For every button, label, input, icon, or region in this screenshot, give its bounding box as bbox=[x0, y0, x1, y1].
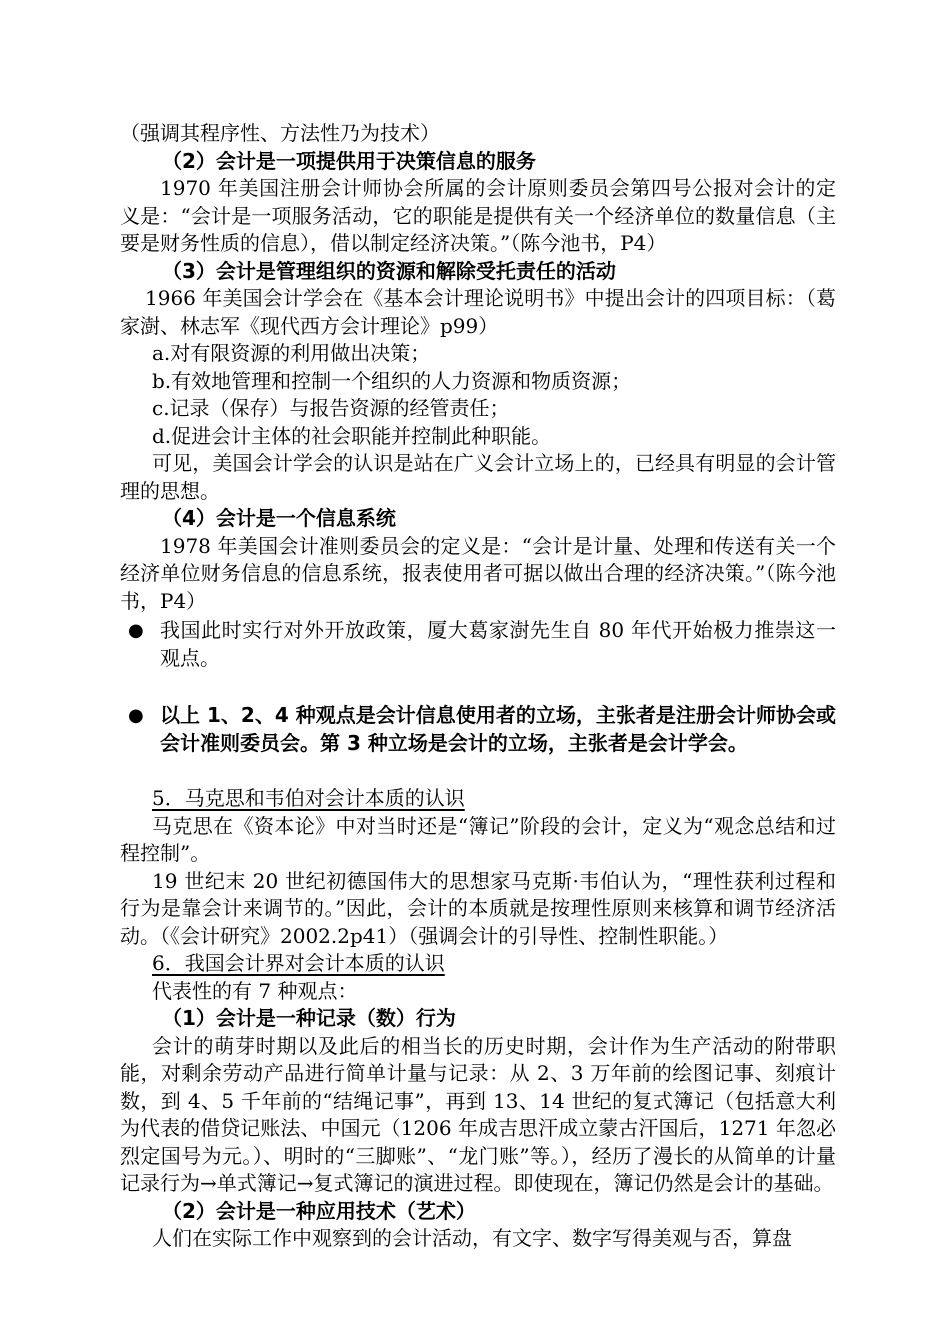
bullet-icon: ● bbox=[128, 620, 144, 641]
section-heading: 6．我国会计界对会计本质的认识 bbox=[152, 951, 445, 975]
spacer bbox=[120, 757, 836, 785]
paragraph: 人们在实际工作中观察到的会计活动，有文字、数字写得美观与否，算盘 bbox=[152, 1226, 792, 1250]
paragraph: 会计的萌芽时期以及此后的相当长的历史时期，会计作为生产活动的附带职能，对剩余劳动产品进行简单计量与记录：从 2、3 万年前的绘图记事、刻痕计数，到 4、5 千年前的“结绳记事”，再到 13、14 世纪的复式簿记（包括意大利为代表的借贷记账法、中国元（1206 年成吉思汗成立蒙古汗国后，1271 年忽必烈定国号为元。）、明时的“三脚账”、“龙门账”等。），经历了漫长的从简单的计量记录行为→单式簿记→复式簿记的演进过程。即使现在，簿记仍然是会计的基础。 bbox=[120, 1033, 836, 1195]
subheading: （4）会计是一个信息系统 bbox=[162, 506, 396, 530]
paragraph: 1966 年美国会计学会在《基本会计理论说明书》中提出会计的四项目标：（葛家澍、林志军《现代西方会计理论》p99） bbox=[120, 286, 836, 338]
paragraph: 代表性的有 7 种观点： bbox=[152, 978, 358, 1003]
spacer bbox=[120, 672, 836, 700]
list-item: c.记录（保存）与报告资源的经管责任； bbox=[152, 396, 510, 420]
document-page bbox=[120, 120, 836, 1253]
bullet-item bbox=[120, 617, 836, 672]
bullet-item bbox=[120, 702, 836, 757]
subheading: （1）会计是一种记录（数）行为 bbox=[162, 1006, 456, 1030]
paragraph: 可见，美国会计学会的认识是站在广义会计立场上的，已经具有明显的会计管理的思想。 bbox=[120, 451, 836, 503]
list-item: d.促进会计主体的社会职能并控制此种职能。 bbox=[152, 423, 552, 448]
subheading: （2）会计是一项提供用于决策信息的服务 bbox=[162, 148, 536, 173]
paragraph: （强调其程序性、方法性乃为技术） bbox=[120, 121, 440, 145]
bullet-text: 我国此时实行对外开放政策，厦大葛家澍先生自 80 年代开始极力推崇这一观点。 bbox=[160, 618, 836, 670]
paragraph: 1978 年美国会计准则委员会的定义是：“会计是计量、处理和传送有关一个经济单位财务信息的信息系统，报表使用者可据以做出合理的经济决策。”（陈今池书，P4） bbox=[120, 533, 836, 613]
bullet-text: 以上 1、2、4 种观点是会计信息使用者的立场，主张者是注册会计师协会或会计准则委员会。第 3 种立场是会计的立场，主张者是会计学会。 bbox=[160, 703, 836, 755]
subheading: （3）会计是管理组织的资源和解除受托责任的活动 bbox=[162, 258, 616, 283]
list-item: a.对有限资源的利用做出决策； bbox=[152, 341, 431, 365]
paragraph: 1970 年美国注册会计师协会所属的会计原则委员会第四号公报对会计的定义是：“会计是一项服务活动，它的职能是提供有关一个经济单位的数量信息（主要是财务性质的信息），借以制定经济决策。”（陈今池书，P4） bbox=[120, 176, 836, 255]
section-heading: 5．马克思和韦伯对会计本质的认识 bbox=[152, 786, 465, 810]
paragraph: 19 世纪末 20 世纪初德国伟大的思想家马克斯·韦伯认为，“理性获利过程和行为是靠会计来调节的。”因此，会计的本质就是按理性原则来核算和调节经济活动。（《会计研究》2002.2p41）（强调会计的引导性、控制性职能。） bbox=[120, 868, 836, 948]
paragraph: 马克思在《资本论》中对当时还是“簿记”阶段的会计，定义为“观念总结和过程控制”。 bbox=[120, 813, 836, 865]
bullet-icon: ● bbox=[128, 705, 144, 726]
list-item: b.有效地管理和控制一个组织的人力资源和物质资源； bbox=[152, 368, 632, 393]
subheading: （2）会计是一种应用技术（艺术） bbox=[162, 1198, 476, 1223]
